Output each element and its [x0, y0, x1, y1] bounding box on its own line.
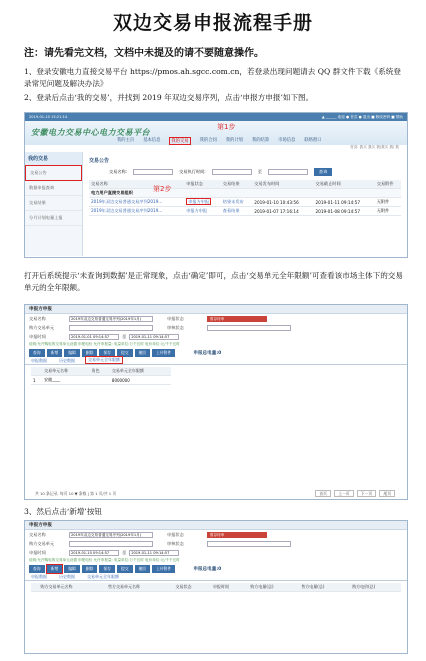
withdraw-button[interactable]: 撤回 — [135, 565, 151, 573]
query-button[interactable]: 查询 — [29, 565, 45, 573]
pager-info: 共 10 条记录, 每页 10 ▼ 条数 | 第 1 页/共 1 页 — [35, 491, 117, 496]
col-buyer-price: 购方电价(总) — [350, 583, 401, 592]
col-deadline: 交易截止时间 — [314, 180, 375, 189]
add-button[interactable]: 新增 — [47, 565, 63, 573]
add-button[interactable]: 新增 — [47, 349, 63, 357]
tab-declare-data[interactable]: 申报数据 — [31, 358, 47, 363]
trade-name-label: 交易名称 — [29, 531, 46, 537]
cell-deadline: 2019-01-08 09:14:57 — [314, 207, 375, 216]
platform-title: 安徽电力交易中心电力交易平台 — [31, 128, 150, 137]
top-time: 2019-01-10 15:21:14 — [29, 115, 68, 119]
step3-paragraph: 3、然后点击‘新增’按钮 — [24, 507, 103, 516]
cell-result[interactable]: 查看结果 — [221, 207, 253, 216]
col-status: 申报状态 — [184, 180, 221, 189]
buyer-unit-select[interactable] — [69, 541, 153, 547]
hint-text: 说明:允许购电的交易单元设置 申报电价 允许申报量: 电量单位:万千瓦时 电价单位:元/千千瓦时 — [29, 558, 180, 562]
col-trade-status: 交易状态 — [173, 583, 210, 592]
col-result: 交易结果 — [221, 180, 253, 189]
col-role: 角色 — [90, 367, 110, 376]
top-bar — [25, 113, 407, 121]
cell-result[interactable]: 结果未发布 — [221, 198, 253, 207]
table-row — [31, 376, 171, 385]
table-row — [89, 207, 401, 216]
cell-role — [90, 376, 110, 385]
upload-button[interactable]: 上传附件 — [152, 565, 175, 573]
to-label: 至 — [122, 549, 127, 555]
delete-button[interactable]: 删除 — [82, 349, 98, 357]
nav-basic-info[interactable]: 基本信息 — [143, 138, 161, 143]
upload-button[interactable]: 上传附件 — [152, 349, 175, 357]
prev-page-button[interactable]: 上一页 — [334, 490, 353, 497]
col-name: 交易名称 — [89, 180, 184, 189]
buyer-unit-label: 购方交易单元 — [29, 540, 55, 546]
screenshot-declare-limits — [24, 304, 408, 500]
sidebar-item-results[interactable]: 交易结果 — [25, 196, 82, 211]
nav-contact[interactable]: 联络窗口 — [304, 138, 322, 143]
step2-paragraph: 2、登录后点击‘我的交易’，并找到 2019 年双边交易序列，点击‘申报方申报’如下图。 — [24, 93, 314, 102]
delete-button[interactable]: 删除 — [82, 565, 98, 573]
breadcrumb: 首页: 我买 我买 我/我买 我/ 我 — [350, 145, 399, 149]
main-nav — [117, 137, 322, 145]
submit-button[interactable]: 提交 — [117, 565, 133, 573]
declare-state-label: 申报状态 — [167, 531, 184, 537]
step2-note-paragraph: 打开后系统提示‘未查询到数据’是正常现象，点击‘确定’即可，点击‘交易单元全年限额’可查看该市场主体下的交易单元的全年限额。 — [24, 271, 403, 292]
section-title: 交易公告 — [89, 158, 110, 164]
tab-bar — [25, 573, 407, 581]
next-page-button[interactable]: 下一页 — [357, 490, 376, 497]
time-from-input[interactable]: 2019-01-01 09:14:57 — [69, 334, 119, 340]
note — [24, 44, 264, 59]
total-energy: 申报总电量:0 — [193, 350, 222, 356]
exec-time-label: 交易执行时间: — [179, 169, 206, 174]
table-row — [89, 198, 401, 207]
exec-start-input[interactable] — [212, 169, 252, 175]
nav-my-plan[interactable]: 我的计划 — [225, 138, 243, 143]
edit-button[interactable]: 编辑 — [64, 565, 80, 573]
submit-button[interactable]: 提交 — [117, 349, 133, 357]
trade-name-select[interactable]: 2019年双边交易普通交易序列(2019年1月) — [69, 316, 153, 322]
col-declare-time: 申报时间 — [211, 583, 248, 592]
step2-marker: 第2步 — [153, 185, 172, 193]
declare-link[interactable]: 申报方申报 — [184, 207, 221, 216]
audit-state-label: 审核状态 — [167, 540, 184, 546]
nav-my-contract[interactable]: 我的合同 — [199, 138, 217, 143]
toolbar — [25, 348, 407, 357]
time-to-input[interactable]: 2019-01-11 09:14:57 — [129, 334, 179, 340]
cell-deadline: 2019-01-11 09:14:57 — [314, 198, 375, 207]
cell-name[interactable]: 2019年双边交易普通交易序列2019... — [89, 198, 184, 207]
audit-state-select[interactable] — [207, 325, 291, 331]
declare-state-label: 申报状态 — [167, 315, 184, 321]
tab-annual-limit[interactable]: 交易单元全年限额 — [85, 356, 123, 364]
col-publish: 交易发布时间 — [252, 180, 313, 189]
declare-time-label: 申报时间 — [29, 549, 46, 555]
tab-declare-data[interactable]: 申报数据 — [31, 574, 47, 579]
banner — [25, 121, 407, 145]
col-annual-limit: 交易单元全年限额 — [110, 367, 171, 376]
pager — [25, 491, 407, 497]
col-index — [31, 367, 42, 376]
cell-unit-name: 安徽____ — [42, 376, 89, 385]
group-row: 电力用户直接交易组织 — [89, 189, 401, 198]
cell-attach: 无附件 — [375, 198, 401, 207]
audit-state-label: 审核状态 — [167, 324, 184, 330]
save-button[interactable]: 保存 — [99, 349, 115, 357]
declare-state-badge: 暂存待审 — [207, 532, 267, 538]
screenshot-add — [24, 520, 408, 654]
nav-home[interactable]: 我的主页 — [117, 138, 135, 143]
col-unit-name: 交易单元名称 — [42, 367, 89, 376]
screenshot-my-trade — [24, 112, 408, 258]
query-button[interactable]: 查询 — [29, 349, 45, 357]
withdraw-button[interactable]: 撤回 — [135, 349, 151, 357]
to-label: 至 — [257, 169, 262, 174]
time-to-input[interactable]: 2019-01-11 09:14:57 — [129, 550, 179, 556]
col-seller-energy: 售方电量(总) — [299, 583, 350, 592]
nav-market-info[interactable]: 市场信息 — [278, 138, 296, 143]
first-page-button[interactable]: 首页 — [315, 490, 331, 497]
nav-my-settlement[interactable]: 我的结算 — [251, 138, 270, 143]
exec-end-input[interactable] — [268, 169, 308, 175]
document-title: 双边交易申报流程手册 — [112, 12, 313, 34]
tab-history[interactable]: 历史数据 — [59, 574, 75, 579]
col-checkbox[interactable] — [31, 583, 38, 592]
col-buyer-energy: 购方电量(总) — [248, 583, 299, 592]
cell-publish: 2019-01-07 17:16:14 — [252, 207, 313, 216]
tab-annual-limit[interactable]: 交易单元全年限额 — [87, 574, 119, 579]
window-title: 申报方申报 — [25, 305, 407, 314]
time-from-input[interactable]: 2019-01-10 09:14:57 — [69, 550, 119, 556]
declare-time-label: 申报时间 — [29, 333, 46, 339]
query-button[interactable]: 查询 — [314, 168, 332, 176]
audit-state-select[interactable] — [207, 541, 291, 547]
trade-name-label: 交易名称 — [29, 315, 46, 321]
col-seller-unit: 售方交易单元名称 — [106, 583, 173, 592]
tab-bar — [25, 357, 407, 365]
cell-attach: 无附件 — [375, 207, 401, 216]
cell-index: 1 — [31, 376, 42, 385]
cell-annual-limit: 8000000 — [110, 376, 171, 385]
total-energy: 申报总电量:0 — [193, 566, 222, 572]
sidebar-item-announcement[interactable]: 交易公告 — [25, 165, 82, 181]
announcement-panel — [83, 152, 407, 256]
step1-paragraph: 1、登录安徽电力直接交易平台 https://pmos.ah.sgcc.com.cn，若登录出现问题请去 QQ 群文件下载《系统登录常见问题及解决办法》 — [24, 67, 401, 88]
sidebar-item-monthly-plan[interactable]: 分月计划电量上报 — [25, 211, 82, 226]
col-buyer-unit: 购方交易单元名称 — [38, 583, 105, 592]
save-button[interactable]: 保存 — [99, 565, 115, 573]
declare-link[interactable]: 申报方申报 — [188, 199, 210, 204]
trade-name-input[interactable] — [133, 169, 173, 175]
sidebar — [25, 152, 83, 256]
window-title: 申报方申报 — [25, 521, 407, 530]
step1-marker: 第1步 — [217, 123, 236, 131]
buyer-unit-label: 购方交易单元 — [29, 324, 55, 330]
limit-table — [31, 367, 171, 385]
nav-my-trade[interactable]: 我的交易 — [171, 139, 189, 144]
cell-publish: 2019-01-10 10:43:56 — [252, 198, 313, 207]
sidebar-header: 我的交易 — [25, 152, 82, 165]
toolbar — [25, 564, 407, 573]
trade-name-label: 交易名称: — [109, 169, 128, 174]
cell-name[interactable]: 2019年双边交易普通交易序列2019... — [89, 207, 184, 216]
to-label: 至 — [122, 333, 127, 339]
declare-table — [31, 583, 401, 592]
last-page-button[interactable]: 尾页 — [379, 490, 395, 497]
declare-state-badge: 暂存待审 — [207, 316, 267, 322]
sidebar-item-declare-query[interactable]: 数据申报查询 — [25, 181, 82, 196]
tab-history[interactable]: 历史数据 — [59, 358, 75, 363]
edit-button[interactable]: 编辑 — [64, 349, 80, 357]
trade-name-select[interactable]: 2019年双边交易普通交易序列(2019年1月) — [69, 532, 153, 538]
buyer-unit-select[interactable] — [69, 325, 153, 331]
note-text: 请先看完文档，文档中未提及的请不要随意操作。 — [44, 48, 264, 59]
note-lead: 注： — [24, 48, 44, 59]
col-attach: 交易附件 — [375, 180, 401, 189]
trade-table — [89, 180, 401, 216]
top-links[interactable]: ▲ ______ 欢迎 ● 首页 ● 退出 ■ 修改密码 ■ 帮助 — [321, 115, 403, 119]
hint-text: 说明:允许购电的交易单元设置 申报电价 允许申报量: 电量单位:万千瓦时 电价单位:元/千千瓦时 — [29, 342, 180, 346]
